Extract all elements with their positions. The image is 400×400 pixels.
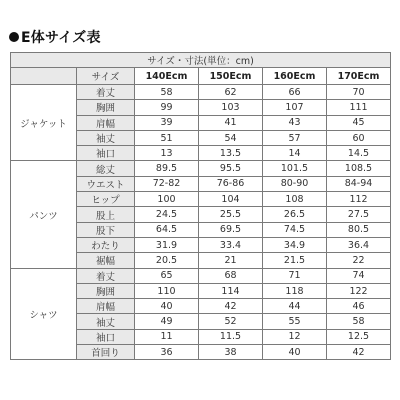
table-row: [11, 268, 391, 283]
measurement-label: ウエスト: [77, 176, 135, 191]
value-cell: 70: [327, 85, 391, 100]
value-cell: 51: [135, 130, 199, 145]
value-cell: 103: [199, 100, 263, 115]
value-cell: 25.5: [199, 207, 263, 222]
measurement-label: 股上: [77, 207, 135, 222]
value-cell: 21: [199, 253, 263, 268]
value-cell: 20.5: [135, 253, 199, 268]
value-cell: 57: [263, 130, 327, 145]
value-cell: 107: [263, 100, 327, 115]
measurement-label: 裾幅: [77, 253, 135, 268]
measurement-label: ヒップ: [77, 192, 135, 207]
value-cell: 108: [263, 192, 327, 207]
value-cell: 13.5: [199, 146, 263, 161]
value-cell: 65: [135, 268, 199, 283]
value-cell: 22: [327, 253, 391, 268]
measurement-label: 着丈: [77, 268, 135, 283]
value-cell: 58: [327, 314, 391, 329]
value-cell: 80.5: [327, 222, 391, 237]
value-cell: 21.5: [263, 253, 327, 268]
value-cell: 54: [199, 130, 263, 145]
value-cell: 122: [327, 283, 391, 298]
bullet-icon: [9, 32, 19, 42]
value-cell: 41: [199, 115, 263, 130]
value-cell: 42: [327, 345, 391, 360]
measurement-label: 胸囲: [77, 100, 135, 115]
measurement-label: 袖丈: [77, 130, 135, 145]
value-cell: 14: [263, 146, 327, 161]
page-title: E体サイズ表: [21, 30, 101, 46]
measurement-label: 袖口: [77, 146, 135, 161]
value-cell: 80-90: [263, 176, 327, 191]
size-header-label: サイズ: [77, 68, 135, 85]
table-row: [11, 161, 391, 176]
category-cell: パンツ: [11, 161, 77, 268]
value-cell: 68: [199, 268, 263, 283]
value-cell: 12: [263, 329, 327, 344]
value-cell: 55: [263, 314, 327, 329]
measurement-label: 肩幅: [77, 299, 135, 314]
measurement-label: 袖丈: [77, 314, 135, 329]
table-caption: サイズ・寸法(単位：cm): [11, 53, 391, 68]
value-cell: 108.5: [327, 161, 391, 176]
value-cell: 33.4: [199, 237, 263, 252]
value-cell: 112: [327, 192, 391, 207]
value-cell: 24.5: [135, 207, 199, 222]
measurement-label: 股下: [77, 222, 135, 237]
value-cell: 58: [135, 85, 199, 100]
value-cell: 101.5: [263, 161, 327, 176]
value-cell: 13: [135, 146, 199, 161]
category-cell: ジャケット: [11, 85, 77, 161]
value-cell: 46: [327, 299, 391, 314]
value-cell: 60: [327, 130, 391, 145]
value-cell: 45: [327, 115, 391, 130]
measurement-label: わたり: [77, 237, 135, 252]
value-cell: 99: [135, 100, 199, 115]
value-cell: 26.5: [263, 207, 327, 222]
value-cell: 118: [263, 283, 327, 298]
value-cell: 74: [327, 268, 391, 283]
value-cell: 89.5: [135, 161, 199, 176]
size-header-140: 140Ecm: [135, 68, 199, 85]
value-cell: 64.5: [135, 222, 199, 237]
value-cell: 49: [135, 314, 199, 329]
value-cell: 27.5: [327, 207, 391, 222]
measurement-label: 首回り: [77, 345, 135, 360]
value-cell: 36.4: [327, 237, 391, 252]
value-cell: 114: [199, 283, 263, 298]
value-cell: 42: [199, 299, 263, 314]
measurement-label: 総丈: [77, 161, 135, 176]
value-cell: 71: [263, 268, 327, 283]
value-cell: 84-94: [327, 176, 391, 191]
value-cell: 76-86: [199, 176, 263, 191]
value-cell: 40: [135, 299, 199, 314]
value-cell: 36: [135, 345, 199, 360]
value-cell: 39: [135, 115, 199, 130]
value-cell: 40: [263, 345, 327, 360]
size-header-170: 170Ecm: [327, 68, 391, 85]
measurement-label: 袖口: [77, 329, 135, 344]
title-row: [9, 29, 101, 45]
value-cell: 38: [199, 345, 263, 360]
value-cell: 44: [263, 299, 327, 314]
value-cell: 69.5: [199, 222, 263, 237]
value-cell: 74.5: [263, 222, 327, 237]
measurement-label: 着丈: [77, 85, 135, 100]
value-cell: 31.9: [135, 237, 199, 252]
value-cell: 43: [263, 115, 327, 130]
value-cell: 11.5: [199, 329, 263, 344]
value-cell: 34.9: [263, 237, 327, 252]
size-header-150: 150Ecm: [199, 68, 263, 85]
value-cell: 14.5: [327, 146, 391, 161]
value-cell: 62: [199, 85, 263, 100]
measurement-label: 胸囲: [77, 283, 135, 298]
value-cell: 104: [199, 192, 263, 207]
value-cell: 111: [327, 100, 391, 115]
size-table: [10, 52, 391, 360]
category-cell: シャツ: [11, 268, 77, 360]
table-row: [11, 85, 391, 100]
value-cell: 12.5: [327, 329, 391, 344]
corner-cell: [11, 68, 77, 85]
value-cell: 95.5: [199, 161, 263, 176]
size-header-160: 160Ecm: [263, 68, 327, 85]
value-cell: 110: [135, 283, 199, 298]
value-cell: 72-82: [135, 176, 199, 191]
value-cell: 66: [263, 85, 327, 100]
value-cell: 11: [135, 329, 199, 344]
measurement-label: 肩幅: [77, 115, 135, 130]
value-cell: 52: [199, 314, 263, 329]
value-cell: 100: [135, 192, 199, 207]
